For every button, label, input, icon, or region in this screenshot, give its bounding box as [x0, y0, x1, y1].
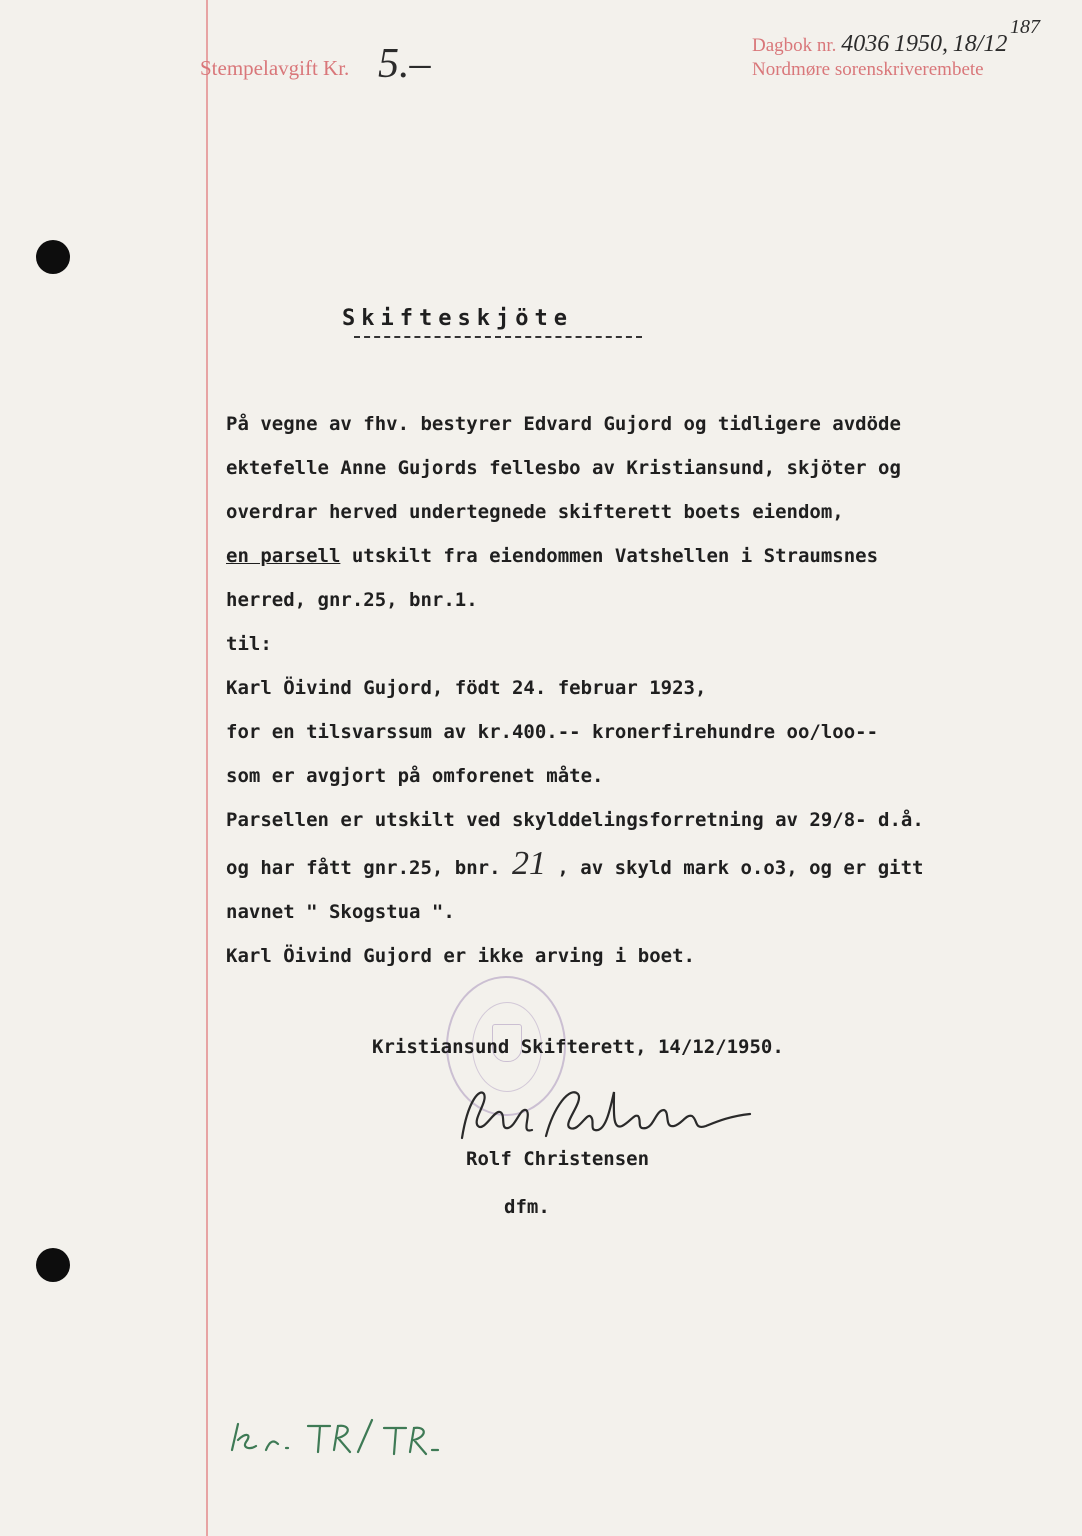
document-body: [226, 402, 1046, 978]
punch-hole-bottom: [36, 1248, 70, 1282]
heir-line: Karl Öivind Gujord er ikke arving i boet.: [226, 945, 695, 967]
body-line-parcel: [226, 534, 1046, 578]
punch-hole-top: [36, 240, 70, 274]
signer-title: dfm.: [504, 1196, 550, 1218]
signer-name: Rolf Christensen: [466, 1148, 650, 1170]
document-title: Skifteskjöte: [342, 306, 573, 331]
dagbok-stamp: [752, 32, 1007, 82]
title-underline: [354, 336, 642, 338]
parcel-underlined: en parsell: [226, 545, 341, 567]
body-line-parcel-2: herred, gnr.25, bnr.1.: [226, 589, 478, 611]
stamp-fee-amount: 5.–: [378, 41, 431, 87]
gnr-line: [226, 842, 1046, 890]
stamp-fee-label: Stempelavgift Kr.: [200, 56, 350, 80]
red-margin-line: [206, 0, 208, 1536]
handwritten-signature: [450, 1080, 770, 1150]
folio-number: 187: [1010, 16, 1040, 38]
settled-line: som er avgjort på omforenet måte.: [226, 765, 604, 787]
body-line-2: ektefelle Anne Gujords fellesbo av Kristiansund, skjöter og: [226, 457, 901, 479]
body-line-3: overdrar herved undertegnede skifterett boets eiendom,: [226, 501, 844, 523]
dagbok-year: 1950,: [893, 31, 948, 57]
gnr-handwritten-number: 21: [511, 845, 546, 882]
dagbok-date: 18/12: [952, 31, 1008, 57]
name-line: navnet " Skogstua ".: [226, 901, 455, 923]
dagbok-number: 4036: [841, 31, 890, 57]
sum-line: for en tilsvarssum av kr.400.-- kronerfirehundre oo/loo--: [226, 721, 879, 743]
place-date: Kristiansund Skifterett, 14/12/1950.: [372, 1036, 784, 1058]
dagbok-office: Nordmøre sorenskriverembete: [752, 59, 984, 80]
division-line: Parsellen er utskilt ved skylddelingsforretning av 29/8- d.å.: [226, 809, 924, 831]
dagbok-label: Dagbok nr.: [752, 35, 837, 56]
gnr-prefix: og har fått gnr.25, bnr.: [226, 857, 512, 879]
body-line-1: På vegne av fhv. bestyrer Edvard Gujord og tidligere avdöde: [226, 413, 901, 435]
to-label: til:: [226, 633, 272, 655]
parcel-rest: utskilt fra eiendommen Vatshellen i Straumsnes: [340, 545, 879, 567]
handwritten-initials: [226, 1410, 476, 1470]
gnr-suffix: , av skyld mark o.o3, og er gitt: [545, 857, 924, 879]
recipient-line: Karl Öivind Gujord, födt 24. februar 1923,: [226, 677, 707, 699]
